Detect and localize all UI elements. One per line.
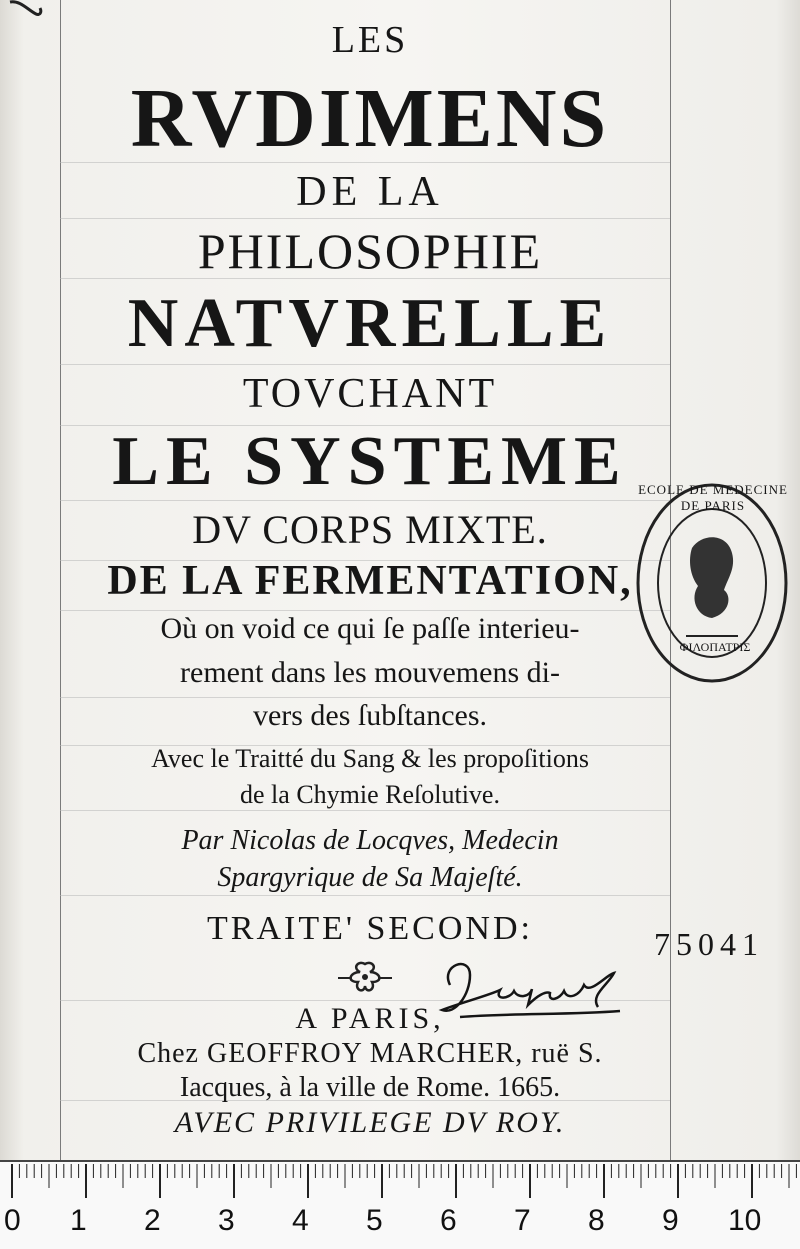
treatise-line: TRAITE' SECOND: [207,910,533,947]
privilege-line: AVEC PRIVILEGE DV ROY. [174,1106,566,1139]
ruled-line [60,218,670,219]
ruler-label: 9 [662,1204,679,1237]
ruler-label: 6 [440,1204,457,1237]
title-line-de-la: DE LA [296,169,444,215]
shelfmark-number: 75041 [654,926,764,962]
ruled-line [60,895,670,896]
stamp-legend: ECOLE DE MEDECINE DE PARIS [638,482,788,513]
author-line: Par Nicolas de Locqves, Medecin [181,825,559,856]
title-line-rudimens: RVDIMENS [130,72,610,165]
ruler-label: 4 [292,1204,309,1237]
ruled-line [60,610,670,611]
imprint-address-date: Iacques, à la ville de Rome. 1665. [179,1072,561,1103]
title-line-philosophie: PHILOSOPHIE [197,223,543,279]
imprint-city: A PARIS, [295,1002,445,1035]
ruler-label: 1 [70,1204,87,1237]
owner-signature [430,955,630,1035]
ruler-ticks [0,1162,800,1249]
ruler-label: 5 [366,1204,383,1237]
ruler-label: 7 [514,1204,531,1237]
title-line-touchant: TOVCHANT [242,371,498,417]
description-line-1: Où on void ce qui ſe paſſe interieu- [160,612,580,645]
ruler-label: 0 [4,1204,21,1237]
ruled-line [60,810,670,811]
measurement-ruler [0,1160,800,1249]
description-line-2: rement dans les mouvemens di- [180,656,560,689]
title-line-du-corps-mixte: DV CORPS MIXTE. [192,507,548,552]
author-title-line: Spargyrique de Sa Majeſté. [217,862,523,893]
ruler-label: 10 [728,1204,762,1237]
ruler-label: 3 [218,1204,235,1237]
description-line-5: de la Chymie Reſolutive. [240,780,500,809]
stamp-motto: ΦΙΛΟΠΑΤΡΙΣ [679,640,751,654]
title-line-fermentation: DE LA FERMENTATION, [107,558,633,604]
fleuron-ornament [330,958,400,998]
ruled-line [60,697,670,698]
description-line-4: Avec le Traitté du Sang & les propoſitions [151,744,589,773]
imprint-publisher: Chez GEOFFROY MARCHER, ruë S. [137,1038,603,1069]
description-line-3: vers des ſubſtances. [252,699,488,732]
ruler-label: 8 [588,1204,605,1237]
title-line-naturelle: NATVRELLE [127,285,613,362]
ruled-line [60,364,670,365]
title-line-le-systeme: LE SYSTEME [112,423,628,500]
title-line-les: LES [331,19,409,61]
ruler-label: 2 [144,1204,161,1237]
